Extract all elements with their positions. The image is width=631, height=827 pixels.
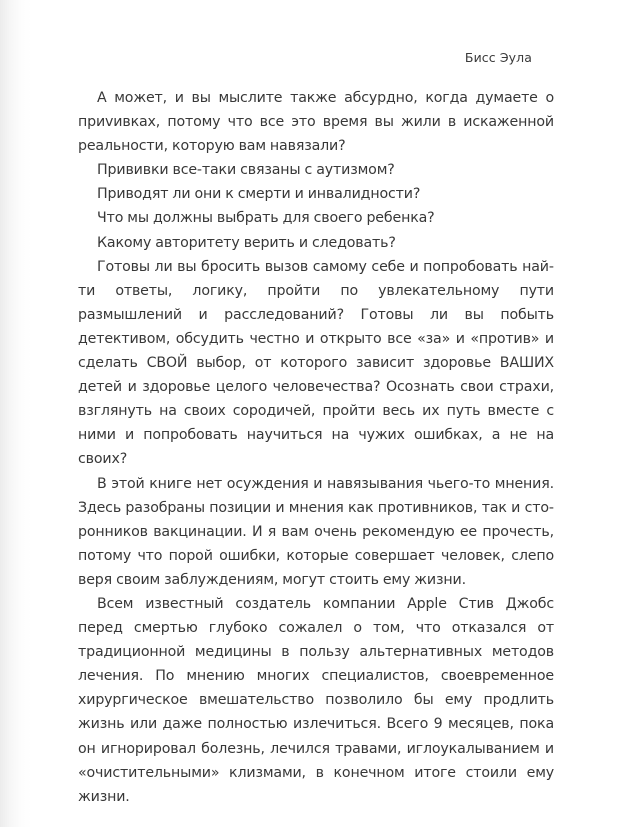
- paragraph-challenge: Готовы ли вы бросить вызов самому себе и попробовать найти ответы, логику, пройти по увлекательному пути размышлений и расследований? Готовы ли вы побыть детективом, обсудить честно и открыто все «за» и «против» и сделать СВОЙ выбор, от которого зависит здоровье ВАШИХ детей и здоровье целого человечества? Осознать свои страхи, взглянуть на своих сородичей, пройти весь их путь вместе с ними и попробовать научиться на чужих ошибках, а не на своих?: [78, 258, 554, 468]
- question-child-choice: Что мы должны выбрать для своего ребенка?: [97, 210, 435, 227]
- question-autism: Прививки все-таки связаны с аутизмом?: [97, 162, 395, 179]
- running-header-author: Бисс Эула: [464, 50, 532, 65]
- paragraph-1: А может, и вы мыслите также абсурдно, когда думаете о приvивках, потому что все это время вы жили в искаженной реальности, которую вам навязали?: [78, 90, 554, 155]
- page-body-text: [78, 86, 554, 809]
- question-death-disability: Приводят ли они к смерти и инвалидности?: [97, 186, 421, 203]
- paragraph-no-judgement: В этой книге нет осуждения и навязывания чьего-то мнения. Здесь разобраны позиции и мнения как противников, так и сторонников вакцинации. И я вам очень рекомендую ее прочесть, потому что порой ошибки, которые совершает человек, слепо веря своим заблуждениям, могут стоить ему жизни.: [78, 475, 554, 588]
- question-authority: Какому авторитету верить и следовать?: [97, 234, 396, 251]
- paragraph-steve-jobs: Всем известный создатель компании Apple Стив Джобс перед смертью глубоко сожалел о том, что отказался от традиционной медицины в пользу альтернативных методов лечения. По мнению многих специалистов, своевременное хирургическое вмешательство позволило бы ему продлить жизнь или даже полностью излечиться. Всего 9 месяцев, пока он игнорировал болезнь, лечился травами, иглоукалыванием и «очистительными» клизмами, в конечном итоге стоили ему жизни.: [78, 595, 554, 805]
